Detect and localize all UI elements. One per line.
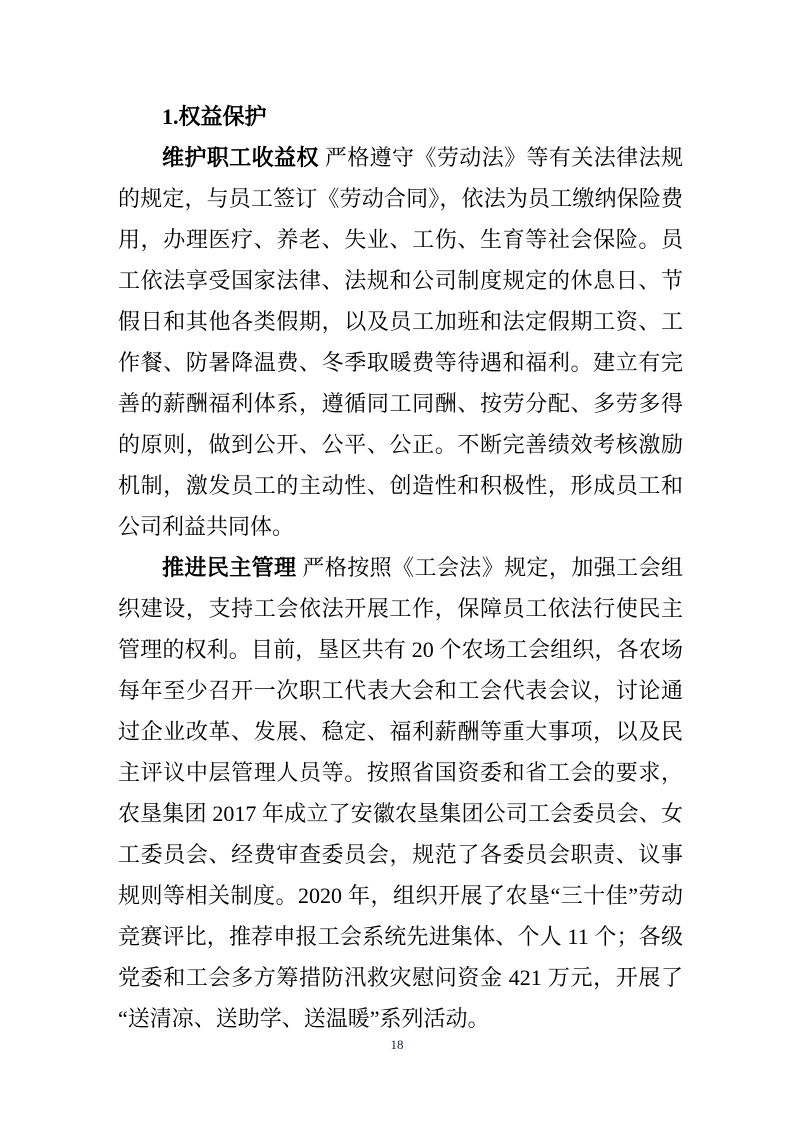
section-heading: 1.权益保护 [162,104,267,129]
paragraph-body-democratic-management: 严格按照《工会法》规定，加强工会组织建设，支持工会依法开展工作，保障员工依法行使民主管理的权利。目前，垦区共有 20 个农场工会组织，各农场每年至少召开一次职工代表大会和工会代表会议，讨论通过企业改革、发展、稳定、福利薪酬等重大事项，以及民主评议中层管理人员等。按照省国资委和省工会的要求，农垦集团 2017 年成立了安徽农垦集团公司工会委员会、女工委员会、经费审查委员会，规范了各委员会职责、议事规则等相关制度。2020 年，组织开展了农垦“三十佳”劳动竞赛评比，推荐申报工会系统先进集体、个人 11 个；各级党委和工会多方筹措防汛救灾慰问资金 421 万元，开展了“送清凉、送助学、送温暖”系列活动。 [118,555,683,1031]
paragraph-democratic-management [118,547,683,1039]
paragraph-rights-protection [118,137,683,547]
page-number: 18 [390,1037,404,1052]
page-footer [0,1036,794,1054]
paragraph-lead-income-rights: 维护职工收益权 [162,145,319,170]
page-content [118,96,683,1039]
paragraph-lead-democratic-management: 推进民主管理 [162,555,297,580]
paragraph-body-income-rights: 严格遵守《劳动法》等有关法律法规的规定，与员工签订《劳动合同》，依法为员工缴纳保险费用，办理医疗、养老、失业、工伤、生育等社会保险。员工依法享受国家法律、法规和公司制度规定的休息日、节假日和其他各类假期，以及员工加班和法定假期工资、工作餐、防暑降温费、冬季取暖费等待遇和福利。建立有完善的薪酬福利体系，遵循同工同酬、按劳分配、多劳多得的原则，做到公开、公平、公正。不断完善绩效考核激励机制，激发员工的主动性、创造性和积极性，形成员工和公司利益共同体。 [118,145,683,539]
